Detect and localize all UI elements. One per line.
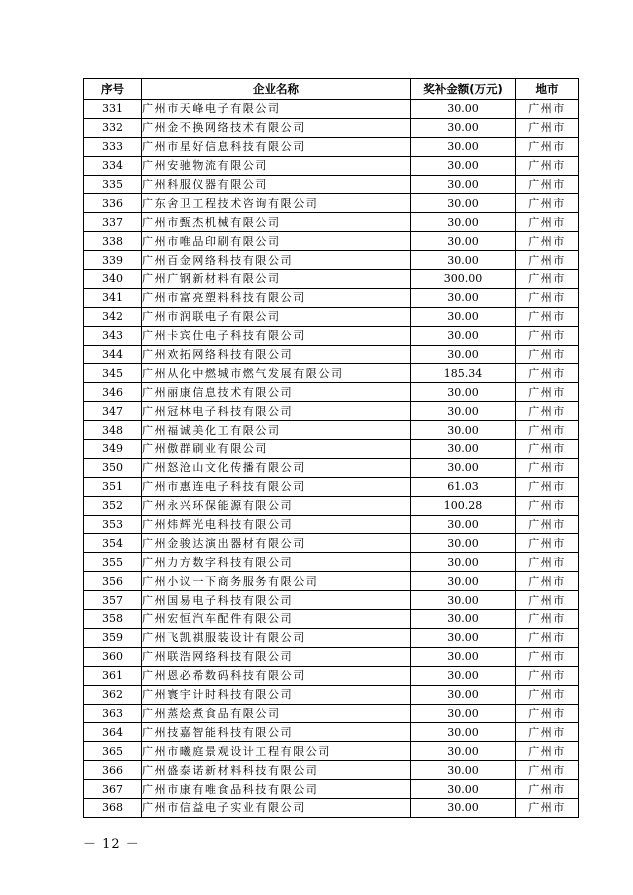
cell-no: 351 <box>84 477 142 496</box>
cell-no: 346 <box>84 383 142 402</box>
cell-amount: 30.00 <box>411 402 516 421</box>
cell-city: 广州市 <box>516 628 579 647</box>
cell-no: 367 <box>84 780 142 799</box>
cell-amount: 30.00 <box>411 761 516 780</box>
cell-amount: 30.00 <box>411 100 516 119</box>
cell-no: 349 <box>84 440 142 459</box>
cell-company-name: 广州冠林电子科技有限公司 <box>142 402 411 421</box>
cell-amount: 30.00 <box>411 458 516 477</box>
cell-no: 348 <box>84 421 142 440</box>
table-row <box>84 704 579 723</box>
cell-company-name: 广州联浩网络科技有限公司 <box>142 647 411 666</box>
table-row <box>84 477 579 496</box>
header-name: 企业名称 <box>142 79 411 100</box>
cell-amount: 30.00 <box>411 345 516 364</box>
cell-amount: 30.00 <box>411 704 516 723</box>
cell-no: 365 <box>84 742 142 761</box>
cell-amount: 30.00 <box>411 307 516 326</box>
cell-amount: 30.00 <box>411 742 516 761</box>
table-row <box>84 213 579 232</box>
cell-amount: 185.34 <box>411 364 516 383</box>
cell-city: 广州市 <box>516 477 579 496</box>
cell-city: 广州市 <box>516 572 579 591</box>
cell-no: 363 <box>84 704 142 723</box>
cell-amount: 30.00 <box>411 647 516 666</box>
cell-city: 广州市 <box>516 515 579 534</box>
table-row <box>84 326 579 345</box>
cell-city: 广州市 <box>516 383 579 402</box>
cell-company-name: 广州蒸烩煮食品有限公司 <box>142 704 411 723</box>
cell-city: 广州市 <box>516 402 579 421</box>
table-row <box>84 553 579 572</box>
table-row <box>84 458 579 477</box>
table-row <box>84 685 579 704</box>
table-row <box>84 647 579 666</box>
table-row <box>84 194 579 213</box>
table-header <box>84 79 579 100</box>
subsidy-table <box>83 78 579 818</box>
table-row <box>84 156 579 175</box>
cell-no: 339 <box>84 251 142 270</box>
cell-amount: 61.03 <box>411 477 516 496</box>
cell-no: 342 <box>84 307 142 326</box>
cell-company-name: 广州飞凯祺服装设计有限公司 <box>142 628 411 647</box>
cell-no: 360 <box>84 647 142 666</box>
cell-company-name: 广州寰宇计时科技有限公司 <box>142 685 411 704</box>
cell-no: 357 <box>84 591 142 610</box>
cell-amount: 30.00 <box>411 572 516 591</box>
header-city: 地市 <box>516 79 579 100</box>
table-row <box>84 742 579 761</box>
table-row <box>84 232 579 251</box>
table-row <box>84 251 579 270</box>
cell-company-name: 广州市星好信息科技有限公司 <box>142 137 411 156</box>
cell-city: 广州市 <box>516 610 579 629</box>
cell-city: 广州市 <box>516 100 579 119</box>
cell-no: 366 <box>84 761 142 780</box>
cell-no: 353 <box>84 515 142 534</box>
cell-company-name: 广州丽康信息技术有限公司 <box>142 383 411 402</box>
cell-company-name: 广州安驰物流有限公司 <box>142 156 411 175</box>
cell-no: 358 <box>84 610 142 629</box>
cell-city: 广州市 <box>516 780 579 799</box>
cell-amount: 30.00 <box>411 194 516 213</box>
cell-city: 广州市 <box>516 591 579 610</box>
cell-company-name: 广州市富亮塑料科技有限公司 <box>142 288 411 307</box>
cell-amount: 30.00 <box>411 798 516 817</box>
table-row <box>84 723 579 742</box>
cell-city: 广州市 <box>516 232 579 251</box>
cell-company-name: 广州金骏达演出器材有限公司 <box>142 534 411 553</box>
cell-amount: 30.00 <box>411 534 516 553</box>
cell-city: 广州市 <box>516 723 579 742</box>
cell-amount: 30.00 <box>411 685 516 704</box>
cell-city: 广州市 <box>516 458 579 477</box>
cell-city: 广州市 <box>516 345 579 364</box>
cell-amount: 30.00 <box>411 723 516 742</box>
cell-no: 337 <box>84 213 142 232</box>
cell-amount: 30.00 <box>411 232 516 251</box>
table-row <box>84 440 579 459</box>
table-row <box>84 761 579 780</box>
table-row <box>84 307 579 326</box>
table-row <box>84 288 579 307</box>
cell-amount: 30.00 <box>411 610 516 629</box>
cell-amount: 30.00 <box>411 156 516 175</box>
cell-no: 347 <box>84 402 142 421</box>
cell-company-name: 广东舍卫工程技术咨询有限公司 <box>142 194 411 213</box>
cell-city: 广州市 <box>516 496 579 515</box>
cell-amount: 30.00 <box>411 118 516 137</box>
cell-company-name: 广州百金网络科技有限公司 <box>142 251 411 270</box>
cell-company-name: 广州市甄杰机械有限公司 <box>142 213 411 232</box>
table-row <box>84 534 579 553</box>
cell-company-name: 广州金不换网络技术有限公司 <box>142 118 411 137</box>
cell-city: 广州市 <box>516 326 579 345</box>
cell-no: 333 <box>84 137 142 156</box>
cell-city: 广州市 <box>516 742 579 761</box>
cell-company-name: 广州盛泰诺新材料科技有限公司 <box>142 761 411 780</box>
table-row <box>84 591 579 610</box>
cell-city: 广州市 <box>516 553 579 572</box>
cell-city: 广州市 <box>516 421 579 440</box>
table-row <box>84 496 579 515</box>
cell-amount: 30.00 <box>411 553 516 572</box>
cell-no: 343 <box>84 326 142 345</box>
cell-amount: 30.00 <box>411 251 516 270</box>
cell-city: 广州市 <box>516 761 579 780</box>
table-row <box>84 270 579 289</box>
cell-amount: 30.00 <box>411 213 516 232</box>
table-row <box>84 572 579 591</box>
table-row <box>84 628 579 647</box>
cell-city: 广州市 <box>516 798 579 817</box>
cell-no: 345 <box>84 364 142 383</box>
table-row <box>84 383 579 402</box>
cell-no: 340 <box>84 270 142 289</box>
cell-amount: 30.00 <box>411 666 516 685</box>
cell-company-name: 广州恩必希数码科技有限公司 <box>142 666 411 685</box>
table-row <box>84 345 579 364</box>
cell-company-name: 广州技嘉智能科技有限公司 <box>142 723 411 742</box>
cell-city: 广州市 <box>516 156 579 175</box>
cell-city: 广州市 <box>516 307 579 326</box>
cell-no: 334 <box>84 156 142 175</box>
cell-city: 广州市 <box>516 213 579 232</box>
cell-city: 广州市 <box>516 534 579 553</box>
table-row <box>84 421 579 440</box>
cell-company-name: 广州傲群刷业有限公司 <box>142 440 411 459</box>
table-row <box>84 515 579 534</box>
cell-company-name: 广州科服仪器有限公司 <box>142 175 411 194</box>
cell-company-name: 广州宏恒汽车配件有限公司 <box>142 610 411 629</box>
cell-no: 364 <box>84 723 142 742</box>
table-row <box>84 364 579 383</box>
cell-company-name: 广州炜辉光电科技有限公司 <box>142 515 411 534</box>
table-row <box>84 118 579 137</box>
cell-no: 352 <box>84 496 142 515</box>
table-row <box>84 137 579 156</box>
cell-city: 广州市 <box>516 175 579 194</box>
cell-no: 336 <box>84 194 142 213</box>
cell-no: 355 <box>84 553 142 572</box>
cell-amount: 30.00 <box>411 175 516 194</box>
cell-company-name: 广州永兴环保能源有限公司 <box>142 496 411 515</box>
table-row <box>84 666 579 685</box>
cell-company-name: 广州市信益电子实业有限公司 <box>142 798 411 817</box>
cell-city: 广州市 <box>516 647 579 666</box>
cell-amount: 300.00 <box>411 270 516 289</box>
cell-city: 广州市 <box>516 440 579 459</box>
cell-company-name: 广州欢拓网络科技有限公司 <box>142 345 411 364</box>
cell-no: 359 <box>84 628 142 647</box>
cell-company-name: 广州福诚美化工有限公司 <box>142 421 411 440</box>
cell-no: 356 <box>84 572 142 591</box>
table-row <box>84 175 579 194</box>
cell-amount: 30.00 <box>411 515 516 534</box>
cell-city: 广州市 <box>516 364 579 383</box>
cell-company-name: 广州市唯品印刷有限公司 <box>142 232 411 251</box>
cell-amount: 30.00 <box>411 628 516 647</box>
cell-company-name: 广州小议一下商务服务有限公司 <box>142 572 411 591</box>
cell-city: 广州市 <box>516 666 579 685</box>
cell-no: 368 <box>84 798 142 817</box>
table-row <box>84 798 579 817</box>
cell-city: 广州市 <box>516 288 579 307</box>
cell-no: 354 <box>84 534 142 553</box>
cell-city: 广州市 <box>516 118 579 137</box>
cell-company-name: 广州市润联电子有限公司 <box>142 307 411 326</box>
cell-no: 338 <box>84 232 142 251</box>
cell-no: 350 <box>84 458 142 477</box>
cell-no: 341 <box>84 288 142 307</box>
cell-amount: 30.00 <box>411 137 516 156</box>
cell-company-name: 广州市天峰电子有限公司 <box>142 100 411 119</box>
table-body <box>84 100 579 818</box>
cell-no: 361 <box>84 666 142 685</box>
cell-city: 广州市 <box>516 251 579 270</box>
cell-company-name: 广州国易电子科技有限公司 <box>142 591 411 610</box>
cell-amount: 30.00 <box>411 288 516 307</box>
cell-company-name: 广州怒沧山文化传播有限公司 <box>142 458 411 477</box>
table-row <box>84 780 579 799</box>
cell-amount: 30.00 <box>411 440 516 459</box>
cell-city: 广州市 <box>516 194 579 213</box>
cell-company-name: 广州广钢新材料有限公司 <box>142 270 411 289</box>
cell-company-name: 广州卡宾仕电子科技有限公司 <box>142 326 411 345</box>
header-amount: 奖补金额(万元) <box>411 79 516 100</box>
cell-amount: 30.00 <box>411 421 516 440</box>
cell-company-name: 广州市康有唯食品科技有限公司 <box>142 780 411 799</box>
cell-no: 335 <box>84 175 142 194</box>
cell-company-name: 广州力方数字科技有限公司 <box>142 553 411 572</box>
cell-amount: 30.00 <box>411 326 516 345</box>
cell-company-name: 广州市曦庭景观设计工程有限公司 <box>142 742 411 761</box>
table-row <box>84 402 579 421</box>
cell-city: 广州市 <box>516 685 579 704</box>
cell-company-name: 广州从化中燃城市燃气发展有限公司 <box>142 364 411 383</box>
cell-no: 344 <box>84 345 142 364</box>
cell-company-name: 广州市惠连电子科技有限公司 <box>142 477 411 496</box>
cell-amount: 100.28 <box>411 496 516 515</box>
cell-amount: 30.00 <box>411 591 516 610</box>
header-row <box>84 79 579 100</box>
table-row <box>84 610 579 629</box>
table-row <box>84 100 579 119</box>
cell-amount: 30.00 <box>411 383 516 402</box>
cell-no: 331 <box>84 100 142 119</box>
header-no: 序号 <box>84 79 142 100</box>
cell-amount: 30.00 <box>411 780 516 799</box>
cell-no: 362 <box>84 685 142 704</box>
page-number: － 12 － <box>83 837 140 852</box>
cell-city: 广州市 <box>516 137 579 156</box>
cell-city: 广州市 <box>516 704 579 723</box>
cell-city: 广州市 <box>516 270 579 289</box>
cell-no: 332 <box>84 118 142 137</box>
